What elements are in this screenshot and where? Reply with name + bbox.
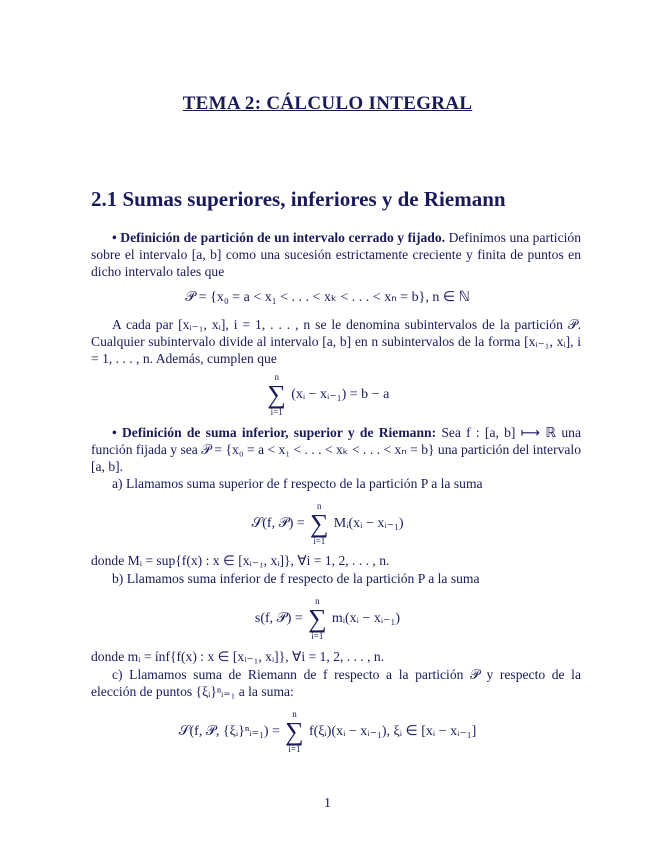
item-b: b) Llamamos suma inferior de f respecto de la partición P a la suma — [112, 571, 480, 586]
upper-sum-definition: donde Mᵢ = sup{f(x) : x ∈ [xᵢ₋₁, xᵢ]}, ∀i = 1, 2, . . . , n. — [91, 553, 390, 568]
summation-symbol: n ∑ i=1 — [308, 596, 327, 641]
equation-riemann-sum: 𝒮(f, 𝒫, {ξᵢ}ⁿᵢ₌₁) = n ∑ i=1 f(ξᵢ)(xᵢ − xᵢ₋₁), ξᵢ ∈ [xᵢ − xᵢ₋₁] — [178, 709, 477, 754]
definition-text: Sea f : [a, b] ⟼ ℝ una función fijada y sea 𝒫 = {x₀ = a < x₁ < . . . < xₖ < . . . < xₙ = b} una partición del intervalo [a, b]. — [91, 425, 581, 475]
equation-body: (xᵢ − xᵢ₋₁) = b − a — [291, 387, 390, 403]
item-a: a) Llamamos suma superior de f respecto de la partición P a la suma — [112, 476, 483, 491]
equation-sum-lengths — [0, 373, 655, 417]
definition-sums — [91, 424, 581, 476]
page-number: 1 — [324, 796, 331, 811]
page-title: TEMA 2: CÁLCULO INTEGRAL — [182, 93, 473, 114]
lower-sum-definition: donde mᵢ = ínf{f(x) : x ∈ [xᵢ₋₁, xᵢ]}, ∀i = 1, 2, . . . , n. — [91, 649, 385, 664]
definition-heading: • Definición de partición de un intervalo cerrado y fijado. — [112, 230, 446, 245]
equation-lower-sum: s(f, 𝒫) = n ∑ i=1 mᵢ(xᵢ − xᵢ₋₁) — [254, 596, 401, 641]
definition-text: Definimos una partición sobre el intervalo [a, b] como una sucesión estrictamente creciente y finita de puntos en dicho intervalo tales que — [91, 230, 581, 280]
definition-heading: • Definición de suma inferior, superior y de Riemann: — [112, 425, 437, 440]
summation-symbol: n ∑ i=1 — [285, 709, 304, 754]
summation-symbol: n ∑ i=1 — [309, 501, 329, 546]
definition-partition — [91, 229, 581, 281]
paragraph-subintervals: A cada par [xᵢ₋₁, xᵢ], i = 1, . . . , n se le denomina subintervalos de la partición 𝒫. Cualquier subintervalo divide al intervalo [a, b] en n subintervalos de la forma [xᵢ₋₁, xᵢ], i = 1, . . . , n. Además, cumplen que — [91, 317, 581, 367]
summation-symbol: n ∑ i=1 — [267, 372, 286, 417]
equation-upper-sum: 𝒮(f, 𝒫) = n ∑ i=1 Mᵢ(xᵢ − xᵢ₋₁) — [251, 501, 404, 546]
equation-partition: 𝒫 = {x₀ = a < x₁ < . . . < xₖ < . . . < xₙ = b}, n ∈ ℕ — [185, 290, 470, 305]
section-heading: 2.1 Sumas superiores, inferiores y de Riemann — [91, 187, 506, 211]
item-c: c) Llamamos suma de Riemann de f respecto a la partición 𝒫 y respecto de la elección de puntos {ξᵢ}ⁿᵢ₌₁ a la suma: — [91, 667, 581, 700]
